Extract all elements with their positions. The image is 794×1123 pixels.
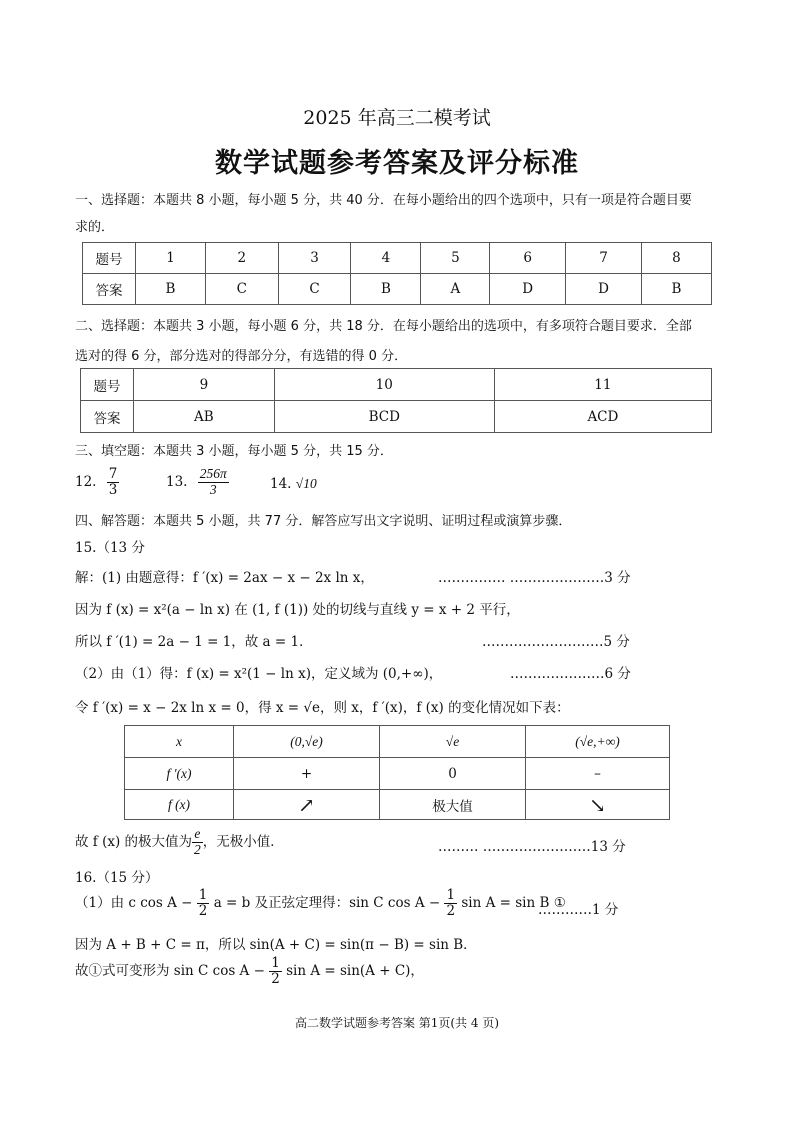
q15-title: 15.（13 分: [75, 540, 145, 556]
row-label-question: 题号: [81, 369, 134, 401]
q15-line2: 因为 f (x) = x²(a − ln x) 在 (1, f (1)) 处的切线与直线 y = x + 2 平行，: [75, 602, 520, 618]
increasing-arrow-icon: ↗: [298, 792, 315, 817]
table-cell: (0,√e): [234, 726, 380, 758]
answer-14: [270, 476, 317, 492]
table-cell: 6: [490, 243, 566, 274]
table-cell: [526, 790, 670, 820]
section3-heading: 三、填空题：本题共 3 小题，每小题 5 分，共 15 分．: [75, 444, 393, 459]
row-label-answer: 答案: [81, 401, 134, 433]
q15-variation-table: [124, 725, 670, 820]
table-cell: 1: [136, 243, 206, 274]
table-cell: 2: [206, 243, 279, 274]
table-cell: AB: [134, 401, 275, 433]
table-cell: 4: [351, 243, 421, 274]
q15-line6-suffix: ，无极小值．: [202, 833, 284, 850]
table-cell: 8: [641, 243, 711, 274]
answer-14-value: √10: [295, 476, 317, 491]
table-cell: 7: [566, 243, 642, 274]
fraction-denominator: 3: [209, 481, 217, 497]
table-cell: B: [641, 274, 711, 305]
q15-line6: [75, 827, 284, 858]
exam-subtitle: 2025 年高三二模考试: [303, 107, 491, 129]
table-cell: BCD: [274, 401, 494, 433]
fraction-denominator: 3: [108, 481, 118, 498]
q16-line3: [75, 956, 424, 987]
q15-line5: 令 f ′(x) = x − 2x ln x = 0，得 x = √e，则 x，f ′(x)，f (x) 的变化情况如下表：: [75, 700, 570, 716]
q16-line1: [75, 888, 566, 919]
table-cell: B: [136, 274, 206, 305]
fraction-numerator: 1: [198, 887, 208, 903]
section2-heading-line2: 选对的得 6 分，部分选对的得部分分，有选错的得 0 分．: [75, 349, 408, 364]
table-cell: A: [421, 274, 490, 305]
q16-line3-part-b: sin A = sin(A + C)，: [286, 962, 424, 979]
q16-line1-part-a: （1）由 c cos A −: [75, 894, 193, 911]
fraction-numerator: 256π: [199, 466, 227, 481]
table-cell: f (x): [125, 790, 234, 820]
q15-line6-prefix: 故 f (x) 的极大值为: [75, 833, 193, 850]
q15-line3: 所以 f ′(1) = 2a − 1 = 1，故 a = 1．: [75, 634, 313, 650]
q15-line4-score: …………………6 分: [510, 666, 631, 682]
half-fraction: [197, 888, 210, 919]
answer-13-label: 13.: [166, 473, 188, 490]
q16-line1-part-b: a = b 及正弦定理得：sin C cos A −: [213, 894, 441, 911]
fraction-numerator: 1: [446, 887, 456, 903]
half-fraction: [269, 956, 282, 987]
q15-line6-score: ……… ……………………13 分: [438, 839, 626, 855]
answer-12-label: 12.: [75, 473, 97, 490]
half-fraction: [444, 888, 457, 919]
section2-heading-line1: 二、选择题：本题共 3 小题，每小题 6 分，共 18 分．在每小题给出的选项中，有多项符合题目要求．全部: [75, 319, 692, 334]
section1-answer-table: [82, 242, 712, 305]
table-cell: +: [234, 758, 380, 790]
q16-title: 16.（15 分）: [75, 870, 159, 886]
q15-line3-score: ………………………5 分: [482, 634, 630, 650]
q16-line1-score: …………1 分: [538, 902, 619, 918]
section1-heading-line2: 求的．: [75, 220, 115, 235]
answer-12: [75, 467, 119, 498]
max-value-fraction: [192, 827, 203, 858]
table-cell: f ′(x): [125, 758, 234, 790]
table-cell: x: [125, 726, 234, 758]
fraction-denominator: 2: [194, 841, 201, 857]
row-label-question: 题号: [83, 243, 136, 274]
table-cell: (√e,+∞): [526, 726, 670, 758]
decreasing-arrow-icon: ↘: [589, 792, 606, 817]
answer-12-fraction: [107, 467, 120, 498]
answer-14-label: 14.: [270, 476, 292, 492]
table-cell: 5: [421, 243, 490, 274]
q16-line1-part-c: sin A = sin B ①: [461, 894, 566, 911]
fraction-denominator: 2: [271, 970, 280, 987]
table-cell: [234, 790, 380, 820]
q15-line1-score: …………… …………………3 分: [438, 570, 631, 586]
table-cell: √e: [380, 726, 526, 758]
table-cell: 9: [134, 369, 275, 401]
table-cell: 10: [274, 369, 494, 401]
section2-answer-table: [80, 368, 712, 433]
table-cell: 11: [494, 369, 711, 401]
section4-heading: 四、解答题：本题共 5 小题，共 77 分．解答应写出文字说明、证明过程或演算步骤．: [75, 514, 572, 529]
fraction-denominator: 2: [446, 902, 456, 919]
row-label-answer: 答案: [83, 274, 136, 305]
section1-heading-line1: 一、选择题：本题共 8 小题，每小题 5 分，共 40 分．在每小题给出的四个选项中，只有一项是符合题目要: [75, 193, 692, 208]
q15-line4: （2）由（1）得：f (x) = x²(1 − ln x)，定义域为 (0,+∞)，: [75, 666, 443, 682]
q16-line2: 因为 A + B + C = π，所以 sin(A + C) = sin(π − B) = sin B．: [75, 937, 477, 953]
answer-13-fraction: [198, 467, 229, 498]
fraction-numerator: 7: [108, 466, 118, 482]
fraction-numerator: 1: [271, 955, 280, 971]
table-cell: 0: [380, 758, 526, 790]
fraction-denominator: 2: [198, 902, 208, 919]
q15-line1: 解：(1) 由题意得：f ′(x) = 2ax − x − 2x ln x，: [75, 570, 374, 586]
table-cell: 极大值: [380, 790, 526, 820]
fraction-numerator: e: [192, 827, 203, 843]
table-cell: ACD: [494, 401, 711, 433]
page-footer: 高二数学试题参考答案 第1页(共 4 页): [294, 1016, 500, 1030]
table-cell: C: [206, 274, 279, 305]
page-title: 数学试题参考答案及评分标准: [215, 148, 579, 179]
table-cell: 3: [278, 243, 351, 274]
table-cell: –: [526, 758, 670, 790]
table-cell: D: [566, 274, 642, 305]
table-cell: C: [278, 274, 351, 305]
table-cell: D: [490, 274, 566, 305]
q16-line3-part-a: 故①式可变形为 sin C cos A −: [75, 962, 265, 979]
table-cell: B: [351, 274, 421, 305]
answer-13: [166, 467, 229, 498]
